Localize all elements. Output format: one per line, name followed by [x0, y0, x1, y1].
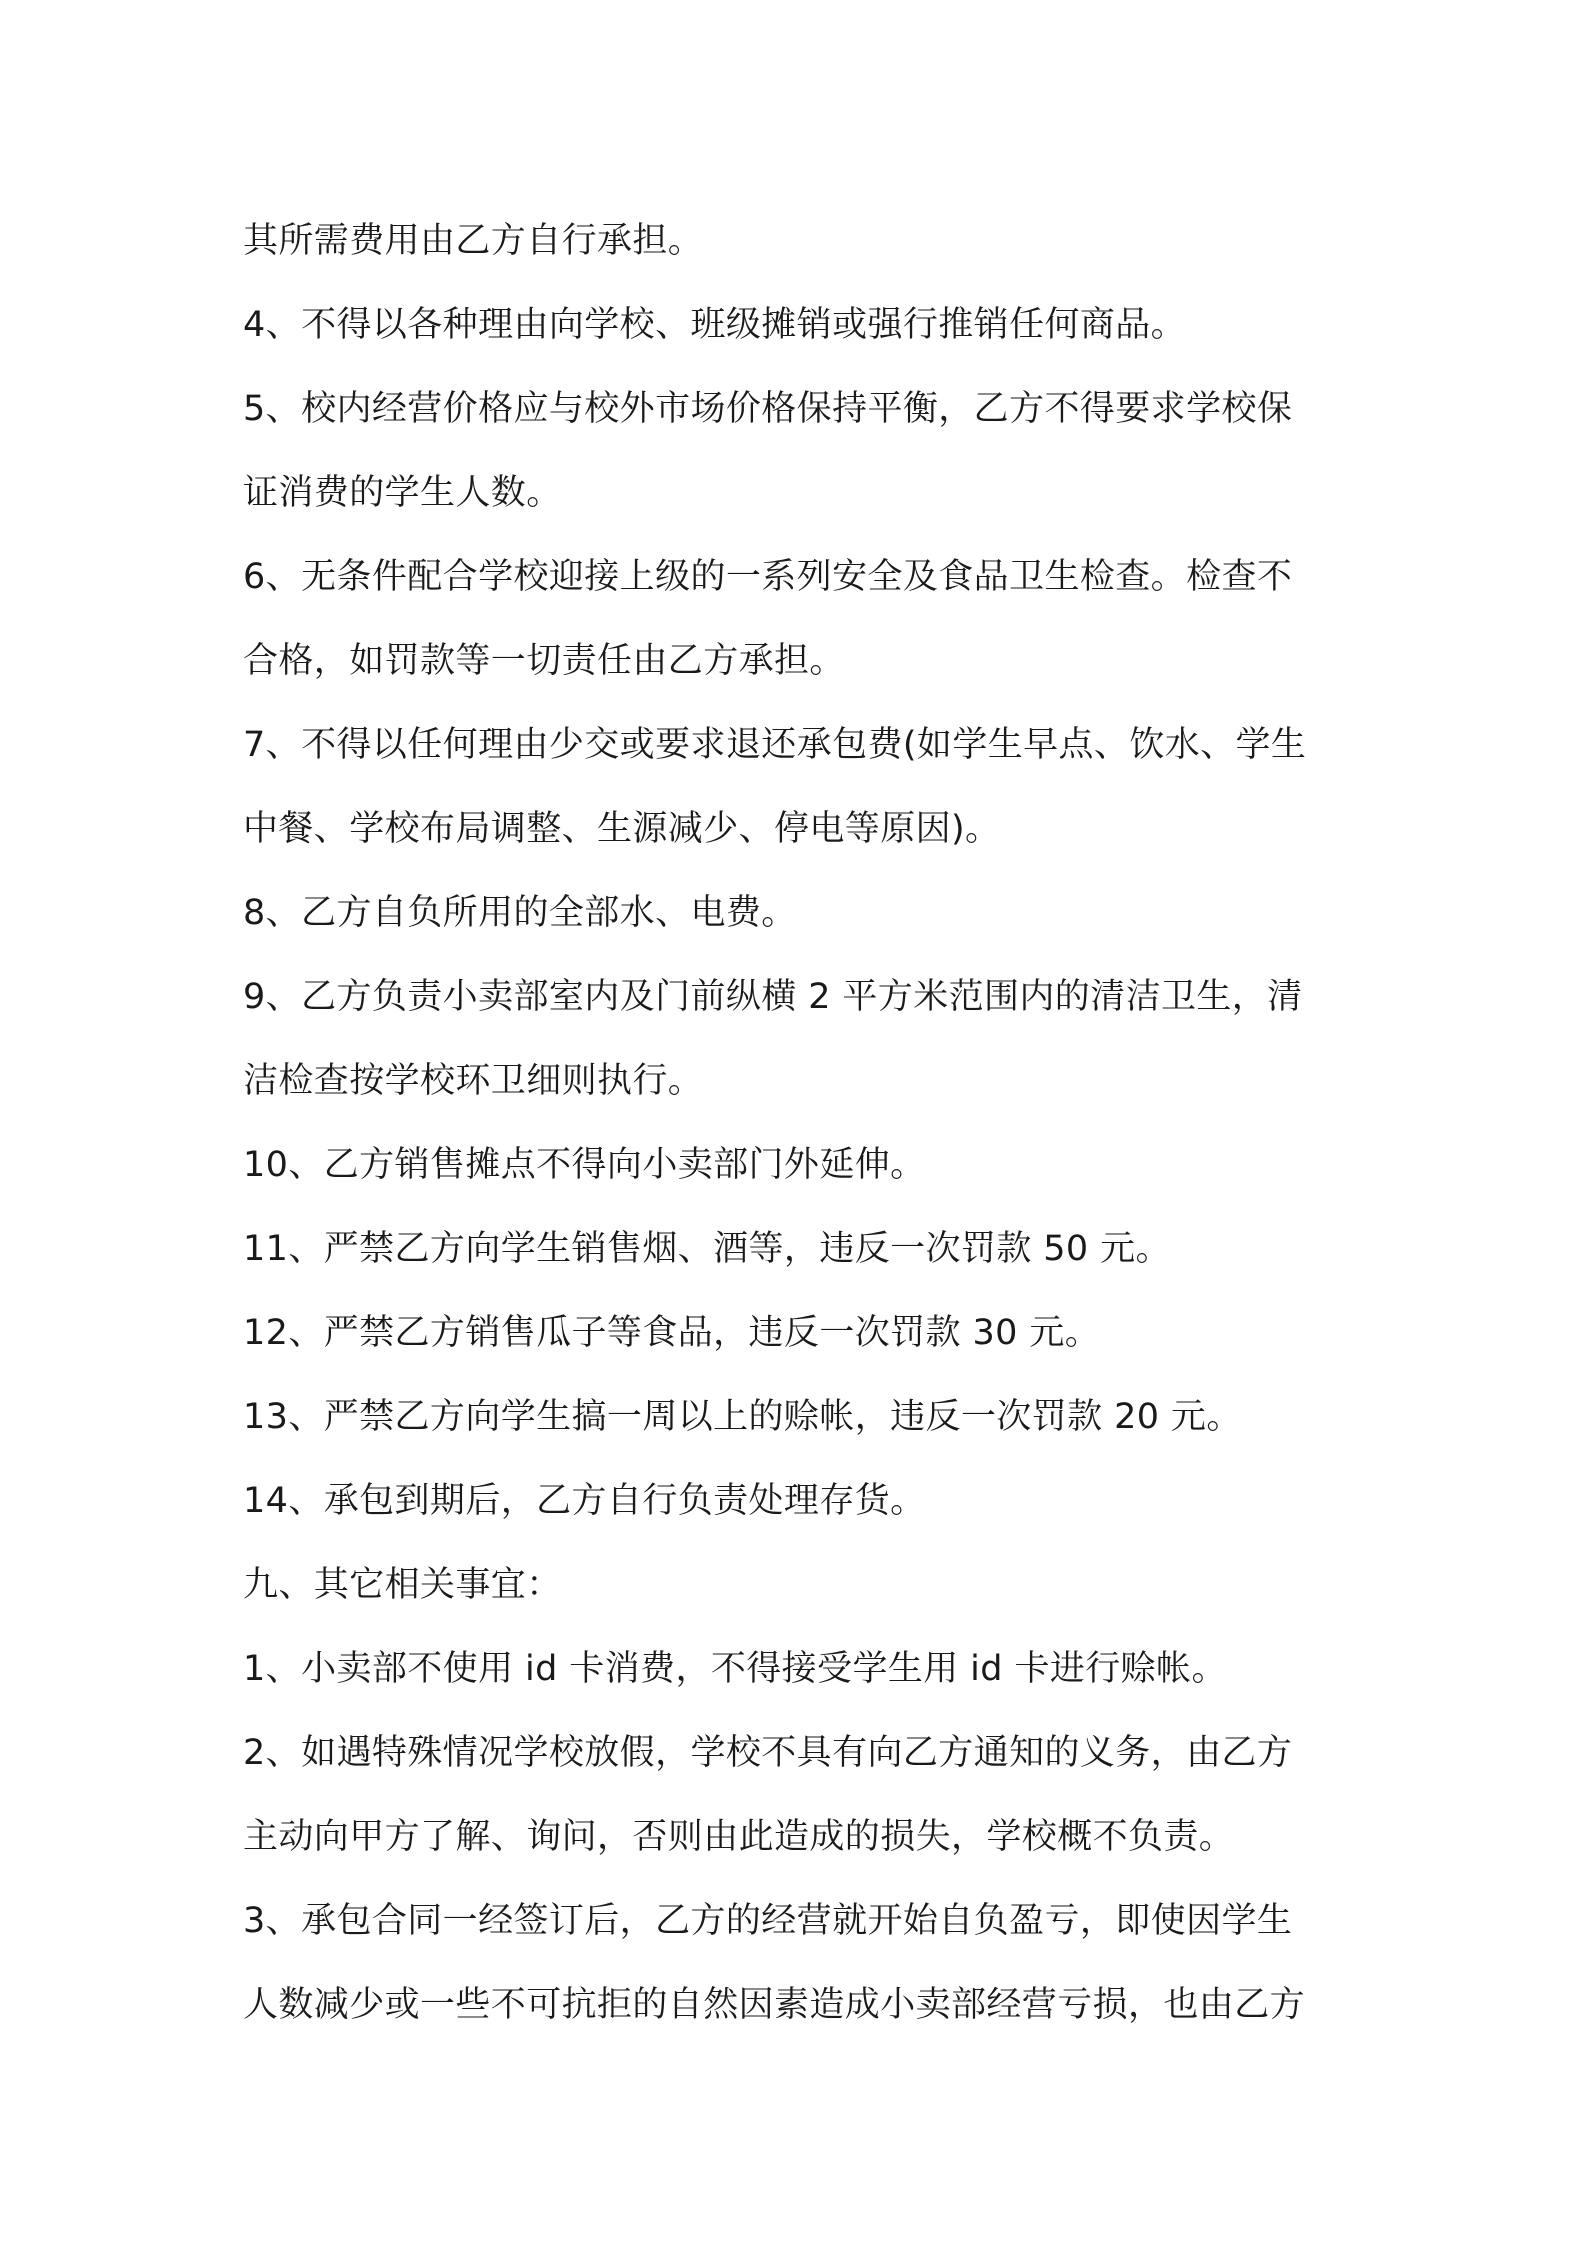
document-body: [243, 199, 1363, 2047]
text-line: 2、如遇特殊情况学校放假，学校不具有向乙方通知的义务，由乙方: [243, 1733, 1293, 1773]
text-line: 4、不得以各种理由向学校、班级摊销或强行推销任何商品。: [243, 305, 1187, 345]
text-line: 9、乙方负责小卖部室内及门前纵横 2 平方米范围内的清洁卫生，清: [243, 977, 1303, 1017]
text-line: 证消费的学生人数。: [243, 473, 562, 513]
text-line: 10、乙方销售摊点不得向小卖部门外延伸。: [243, 1145, 926, 1185]
text-line: 13、严禁乙方向学生搞一周以上的赊帐，违反一次罚款 20 元。: [243, 1397, 1242, 1437]
text-line: 3、承包合同一经签订后，乙方的经营就开始自负盈亏，即使因学生: [243, 1901, 1293, 1941]
text-line: 6、无条件配合学校迎接上级的一系列安全及食品卫生检查。检查不: [243, 557, 1293, 597]
text-line: 12、严禁乙方销售瓜子等食品，违反一次罚款 30 元。: [243, 1313, 1101, 1353]
text-line: 主动向甲方了解、询问，否则由此造成的损失，学校概不负责。: [243, 1817, 1235, 1857]
text-line: 人数减少或一些不可抗拒的自然因素造成小卖部经营亏损，也由乙方: [243, 1985, 1306, 2025]
text-line: 11、严禁乙方向学生销售烟、酒等，违反一次罚款 50 元。: [243, 1229, 1171, 1269]
section-heading: 九、其它相关事宜：: [243, 1565, 562, 1605]
text-line: 洁检查按学校环卫细则执行。: [243, 1061, 704, 1101]
text-line: 7、不得以任何理由少交或要求退还承包费(如学生早点、饮水、学生: [243, 725, 1307, 765]
text-line: 1、小卖部不使用 id 卡消费，不得接受学生用 id 卡进行赊帐。: [243, 1649, 1227, 1689]
text-line: 14、承包到期后，乙方自行负责处理存货。: [243, 1481, 926, 1521]
text-line: 8、乙方自负所用的全部水、电费。: [243, 893, 797, 933]
text-line: 其所需费用由乙方自行承担。: [243, 221, 704, 261]
text-line: 中餐、学校布局调整、生源减少、停电等原因)。: [243, 809, 1001, 849]
text-line: 合格，如罚款等一切责任由乙方承担。: [243, 641, 845, 681]
text-line: 5、校内经营价格应与校外市场价格保持平衡，乙方不得要求学校保: [243, 389, 1293, 429]
